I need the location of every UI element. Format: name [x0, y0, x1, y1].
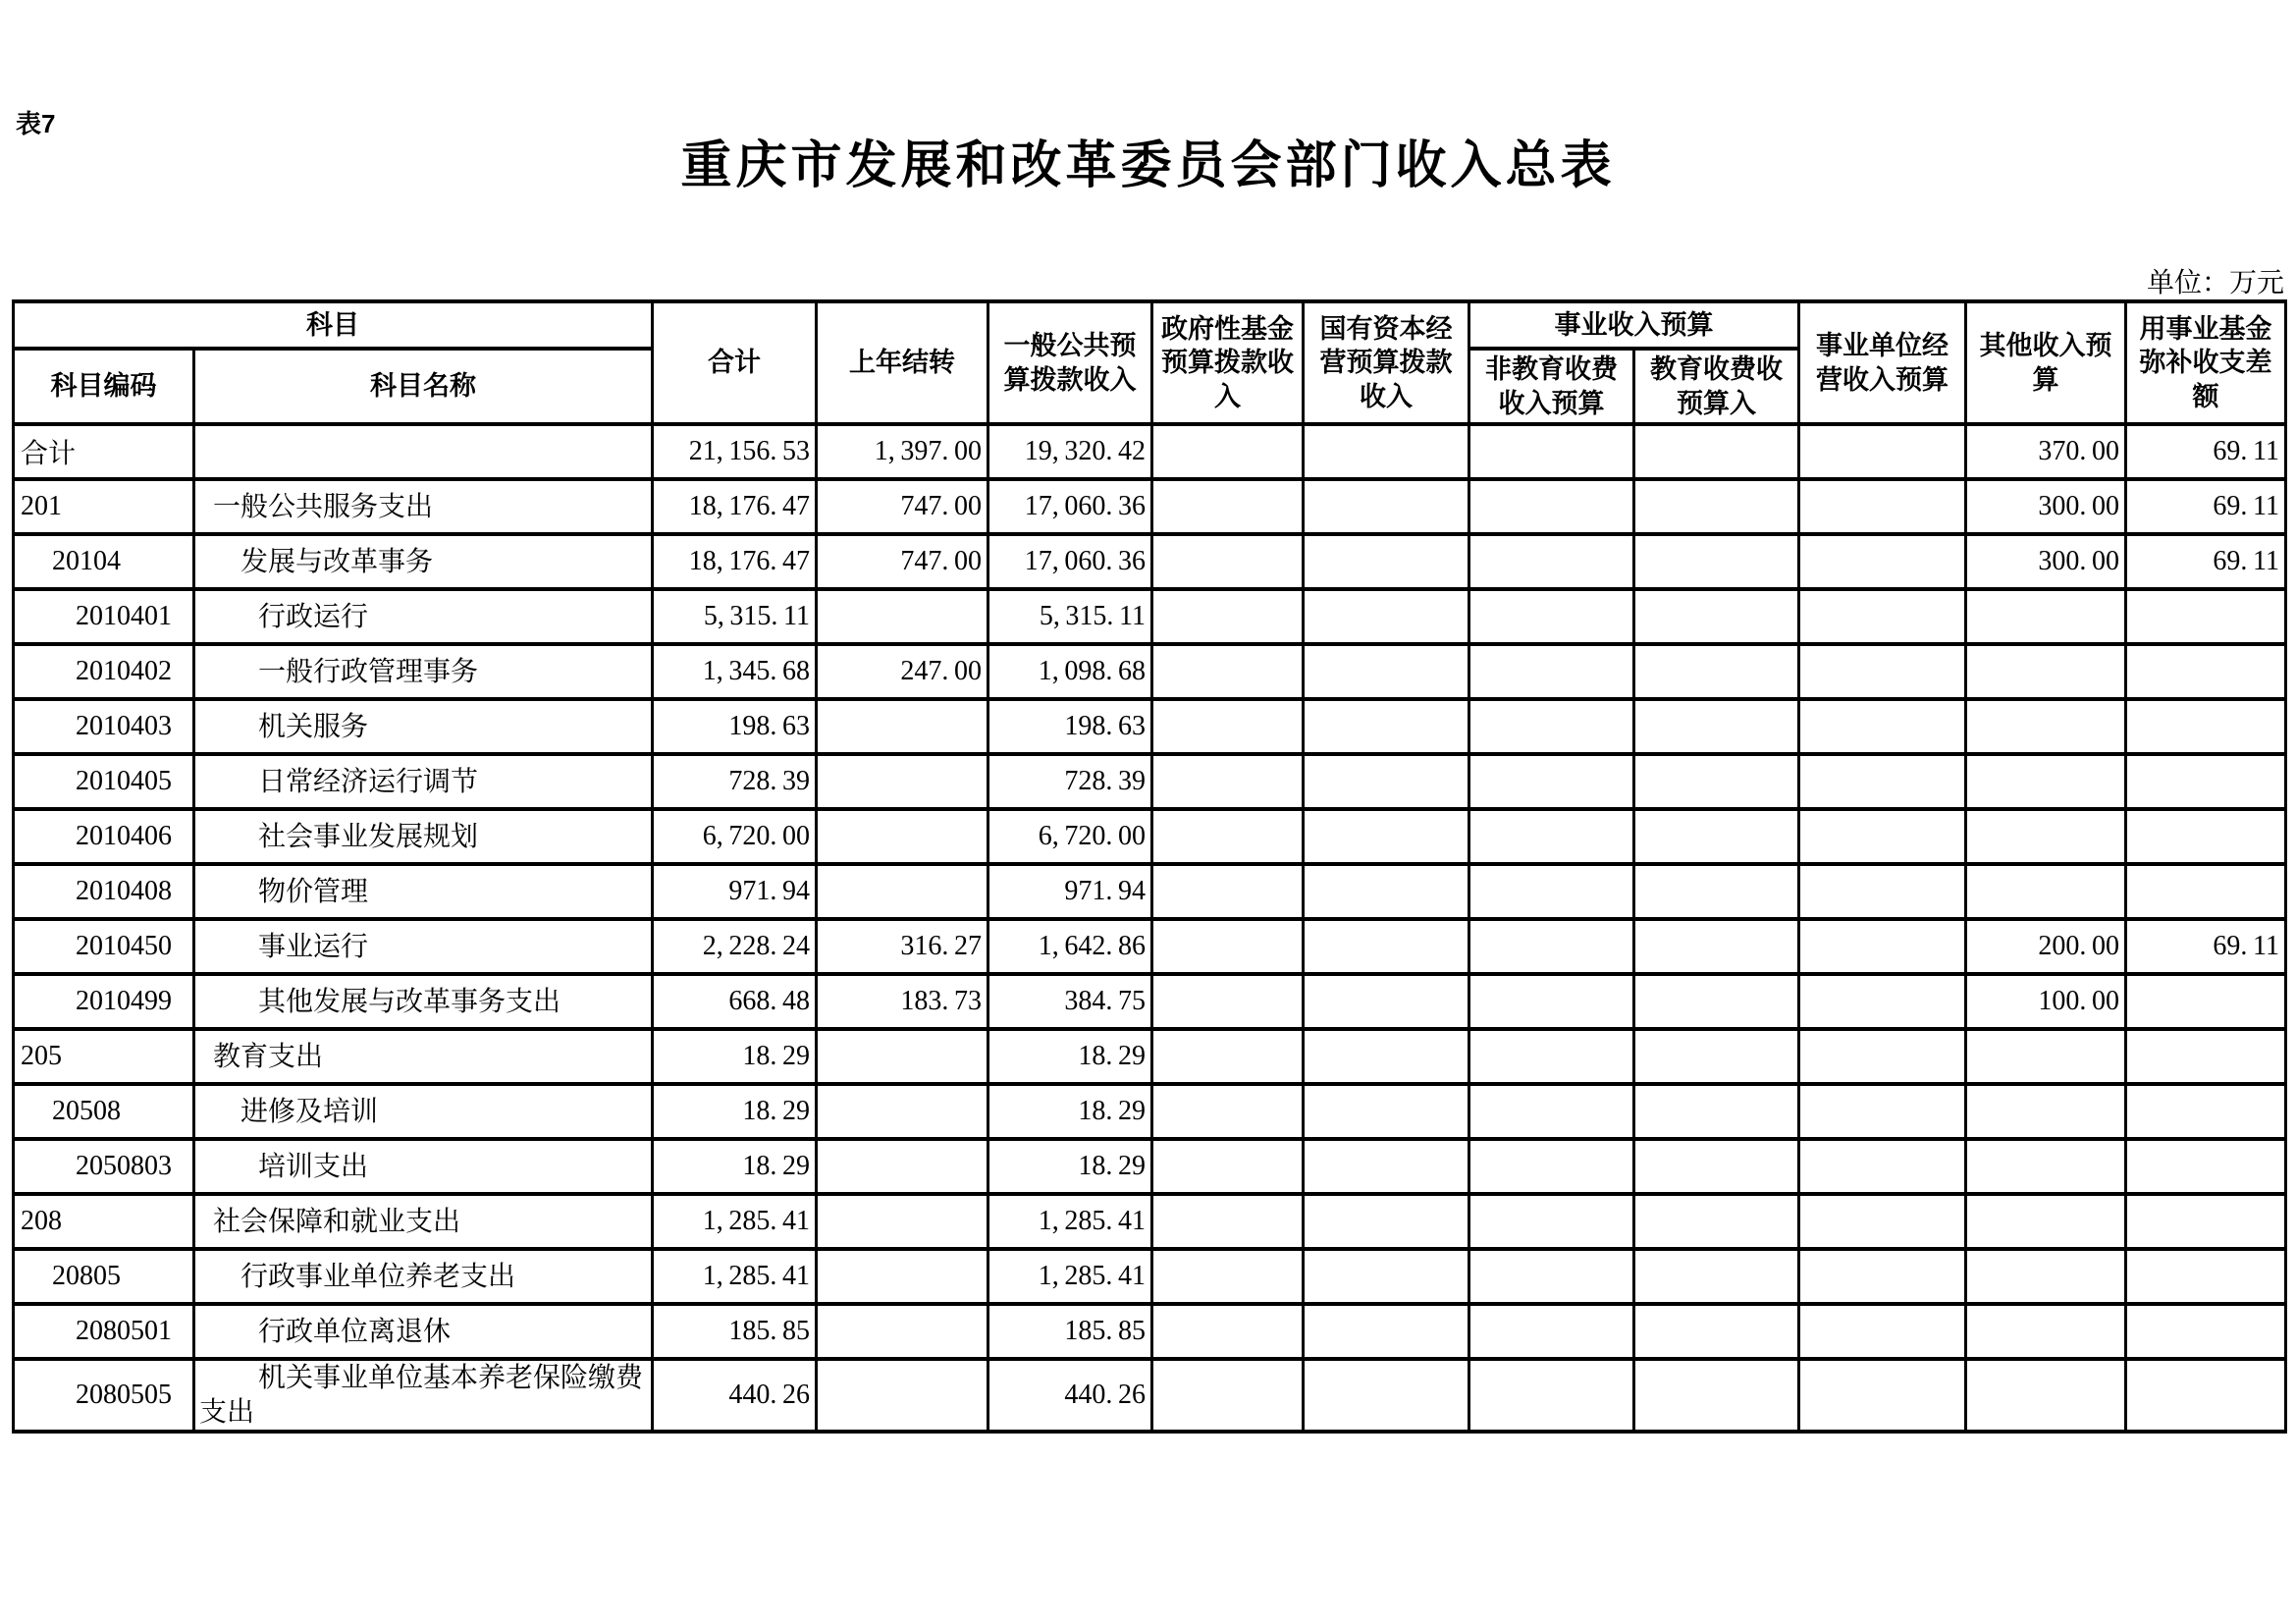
cell-other-income [1966, 1194, 2126, 1249]
cell-carryover: 747. 00 [817, 534, 988, 589]
cell-total: 728. 39 [653, 754, 817, 809]
cell-business-operating [1799, 589, 1966, 644]
cell-carryover [817, 699, 988, 754]
subject-name-cell: 其他发展与改革事务支出 [194, 974, 653, 1029]
subject-name-cell: 社会事业发展规划 [194, 809, 653, 864]
cell-other-income [1966, 589, 2126, 644]
header-general-public-appropriation: 一般公共预算拨款收入 [988, 301, 1152, 424]
table-row [14, 424, 2286, 479]
cell-carryover: 747. 00 [817, 479, 988, 534]
subject-name-cell: 一般行政管理事务 [194, 644, 653, 699]
subject-code-cell: 2010403 [14, 699, 194, 754]
header-other-income: 其他收入预算 [1966, 301, 2126, 424]
subject-code-cell: 合计 [14, 424, 194, 479]
table-number-label: 表7 [16, 109, 56, 138]
cell-other-income [1966, 864, 2126, 919]
cell-business-operating [1799, 1029, 1966, 1084]
cell-gov-fund [1152, 974, 1304, 1029]
table-row [14, 919, 2286, 974]
cell-general-public: 18. 29 [988, 1084, 1152, 1139]
table-row [14, 754, 2286, 809]
cell-state-capital [1304, 974, 1469, 1029]
unit-note: 单位：万元 [2146, 268, 2284, 298]
cell-non-edu-fee [1469, 1304, 1634, 1359]
cell-total: 971. 94 [653, 864, 817, 919]
cell-gov-fund [1152, 1084, 1304, 1139]
table-body [14, 424, 2286, 1432]
cell-other-income [1966, 1304, 2126, 1359]
table-row [14, 1139, 2286, 1194]
cell-non-edu-fee [1469, 974, 1634, 1029]
subject-code-cell: 208 [14, 1194, 194, 1249]
cell-other-income [1966, 699, 2126, 754]
cell-other-income [1966, 754, 2126, 809]
cell-fund-balance [2126, 1029, 2286, 1084]
cell-business-operating [1799, 534, 1966, 589]
cell-fund-balance [2126, 974, 2286, 1029]
cell-general-public: 18. 29 [988, 1139, 1152, 1194]
subject-code-cell: 205 [14, 1029, 194, 1084]
cell-non-edu-fee [1469, 864, 1634, 919]
table-row [14, 1249, 2286, 1304]
subject-code-cell: 201 [14, 479, 194, 534]
cell-fund-balance: 69. 11 [2126, 479, 2286, 534]
cell-general-public: 18. 29 [988, 1029, 1152, 1084]
cell-total: 185. 85 [653, 1304, 817, 1359]
cell-carryover: 247. 00 [817, 644, 988, 699]
cell-edu-fee [1634, 919, 1799, 974]
cell-other-income [1966, 1029, 2126, 1084]
table-row [14, 1029, 2286, 1084]
subject-name-cell: 日常经济运行调节 [194, 754, 653, 809]
cell-carryover [817, 1304, 988, 1359]
subject-code-cell: 2010408 [14, 864, 194, 919]
header-fund-balance: 用事业基金弥补收支差额 [2126, 301, 2286, 424]
header-gov-fund-appropriation: 政府性基金预算拨款收入 [1152, 301, 1304, 424]
cell-fund-balance [2126, 1359, 2286, 1432]
cell-fund-balance [2126, 1304, 2286, 1359]
cell-gov-fund [1152, 1249, 1304, 1304]
cell-fund-balance [2126, 1139, 2286, 1194]
header-non-edu-fee: 非教育收费收入预算 [1469, 349, 1634, 424]
cell-gov-fund [1152, 1139, 1304, 1194]
cell-carryover [817, 809, 988, 864]
subject-code-cell: 2050803 [14, 1139, 194, 1194]
cell-total: 6, 720. 00 [653, 809, 817, 864]
subject-name-cell: 事业运行 [194, 919, 653, 974]
subject-name-cell: 社会保障和就业支出 [194, 1194, 653, 1249]
cell-business-operating [1799, 1139, 1966, 1194]
cell-business-operating [1799, 479, 1966, 534]
table-row [14, 1084, 2286, 1139]
income-summary-table [12, 299, 2287, 1434]
cell-gov-fund [1152, 1304, 1304, 1359]
cell-state-capital [1304, 699, 1469, 754]
cell-total: 440. 26 [653, 1359, 817, 1432]
cell-carryover [817, 1249, 988, 1304]
table-row [14, 1359, 2286, 1432]
subject-name-cell: 教育支出 [194, 1029, 653, 1084]
cell-carryover [817, 1194, 988, 1249]
cell-gov-fund [1152, 1029, 1304, 1084]
cell-fund-balance [2126, 864, 2286, 919]
cell-non-edu-fee [1469, 424, 1634, 479]
cell-total: 5, 315. 11 [653, 589, 817, 644]
subject-name-cell: 一般公共服务支出 [194, 479, 653, 534]
table-header [14, 301, 2286, 424]
cell-edu-fee [1634, 699, 1799, 754]
cell-edu-fee [1634, 479, 1799, 534]
cell-general-public: 1, 285. 41 [988, 1194, 1152, 1249]
cell-business-operating [1799, 1249, 1966, 1304]
header-subject-code: 科目编码 [14, 349, 194, 424]
header-carryover: 上年结转 [817, 301, 988, 424]
subject-name-cell: 机关事业单位基本养老保险缴费支出 [194, 1359, 653, 1432]
cell-other-income [1966, 1359, 2126, 1432]
cell-gov-fund [1152, 644, 1304, 699]
cell-gov-fund [1152, 589, 1304, 644]
cell-edu-fee [1634, 1139, 1799, 1194]
header-subject-name: 科目名称 [194, 349, 653, 424]
cell-general-public: 728. 39 [988, 754, 1152, 809]
cell-general-public: 440. 26 [988, 1359, 1152, 1432]
cell-fund-balance [2126, 699, 2286, 754]
cell-business-operating [1799, 1194, 1966, 1249]
cell-edu-fee [1634, 754, 1799, 809]
cell-non-edu-fee [1469, 479, 1634, 534]
cell-business-operating [1799, 699, 1966, 754]
cell-other-income [1966, 1139, 2126, 1194]
cell-total: 198. 63 [653, 699, 817, 754]
cell-business-operating [1799, 424, 1966, 479]
cell-non-edu-fee [1469, 644, 1634, 699]
cell-general-public: 185. 85 [988, 1304, 1152, 1359]
cell-non-edu-fee [1469, 589, 1634, 644]
subject-name-cell: 培训支出 [194, 1139, 653, 1194]
subject-code-cell: 2010450 [14, 919, 194, 974]
cell-total: 21, 156. 53 [653, 424, 817, 479]
subject-name-cell: 发展与改革事务 [194, 534, 653, 589]
subject-code-cell: 2010402 [14, 644, 194, 699]
subject-code-cell: 2010499 [14, 974, 194, 1029]
header-total: 合计 [653, 301, 817, 424]
table-row [14, 1304, 2286, 1359]
cell-edu-fee [1634, 589, 1799, 644]
table-row [14, 809, 2286, 864]
cell-state-capital [1304, 1194, 1469, 1249]
cell-fund-balance: 69. 11 [2126, 424, 2286, 479]
cell-other-income [1966, 809, 2126, 864]
cell-edu-fee [1634, 1304, 1799, 1359]
header-edu-fee: 教育收费收预算入 [1634, 349, 1799, 424]
cell-gov-fund [1152, 424, 1304, 479]
cell-edu-fee [1634, 1249, 1799, 1304]
cell-general-public: 384. 75 [988, 974, 1152, 1029]
cell-total: 18. 29 [653, 1139, 817, 1194]
cell-state-capital [1304, 589, 1469, 644]
cell-fund-balance: 69. 11 [2126, 534, 2286, 589]
subject-name-cell: 行政单位离退休 [194, 1304, 653, 1359]
cell-total: 18, 176. 47 [653, 479, 817, 534]
subject-name-cell [194, 424, 653, 479]
table-row [14, 1194, 2286, 1249]
cell-fund-balance [2126, 1249, 2286, 1304]
cell-carryover: 1, 397. 00 [817, 424, 988, 479]
cell-state-capital [1304, 864, 1469, 919]
cell-state-capital [1304, 479, 1469, 534]
table-row [14, 864, 2286, 919]
table-row [14, 644, 2286, 699]
cell-state-capital [1304, 1304, 1469, 1359]
subject-code-cell: 2010405 [14, 754, 194, 809]
cell-carryover [817, 589, 988, 644]
cell-carryover: 316. 27 [817, 919, 988, 974]
cell-non-edu-fee [1469, 1194, 1634, 1249]
cell-general-public: 6, 720. 00 [988, 809, 1152, 864]
subject-code-cell: 2010406 [14, 809, 194, 864]
cell-general-public: 19, 320. 42 [988, 424, 1152, 479]
cell-other-income: 200. 00 [1966, 919, 2126, 974]
cell-state-capital [1304, 754, 1469, 809]
subject-name-cell: 进修及培训 [194, 1084, 653, 1139]
cell-non-edu-fee [1469, 1139, 1634, 1194]
cell-edu-fee [1634, 809, 1799, 864]
cell-gov-fund [1152, 534, 1304, 589]
cell-carryover [817, 1139, 988, 1194]
header-business-operating: 事业单位经营收入预算 [1799, 301, 1966, 424]
cell-edu-fee [1634, 1084, 1799, 1139]
table-row [14, 974, 2286, 1029]
cell-general-public: 1, 642. 86 [988, 919, 1152, 974]
subject-name-cell: 行政事业单位养老支出 [194, 1249, 653, 1304]
cell-state-capital [1304, 1029, 1469, 1084]
table-row [14, 589, 2286, 644]
cell-fund-balance [2126, 1084, 2286, 1139]
cell-state-capital [1304, 1249, 1469, 1304]
header-state-capital-appropriation: 国有资本经营预算拨款收入 [1304, 301, 1469, 424]
cell-total: 18. 29 [653, 1029, 817, 1084]
cell-edu-fee [1634, 864, 1799, 919]
cell-state-capital [1304, 1359, 1469, 1432]
cell-gov-fund [1152, 864, 1304, 919]
subject-code-cell: 2010401 [14, 589, 194, 644]
cell-business-operating [1799, 1304, 1966, 1359]
cell-carryover [817, 754, 988, 809]
cell-gov-fund [1152, 479, 1304, 534]
cell-non-edu-fee [1469, 809, 1634, 864]
cell-business-operating [1799, 1084, 1966, 1139]
cell-fund-balance [2126, 644, 2286, 699]
cell-edu-fee [1634, 974, 1799, 1029]
cell-business-operating [1799, 919, 1966, 974]
subject-code-cell: 20508 [14, 1084, 194, 1139]
cell-non-edu-fee [1469, 1359, 1634, 1432]
cell-general-public: 1, 285. 41 [988, 1249, 1152, 1304]
cell-carryover: 183. 73 [817, 974, 988, 1029]
cell-total: 18, 176. 47 [653, 534, 817, 589]
cell-fund-balance: 69. 11 [2126, 919, 2286, 974]
header-subject-group: 科目 [14, 301, 653, 349]
cell-edu-fee [1634, 644, 1799, 699]
cell-state-capital [1304, 534, 1469, 589]
cell-gov-fund [1152, 699, 1304, 754]
cell-total: 668. 48 [653, 974, 817, 1029]
cell-business-operating [1799, 754, 1966, 809]
table-row [14, 479, 2286, 534]
cell-state-capital [1304, 424, 1469, 479]
cell-business-operating [1799, 809, 1966, 864]
cell-total: 18. 29 [653, 1084, 817, 1139]
cell-fund-balance [2126, 809, 2286, 864]
cell-fund-balance [2126, 1194, 2286, 1249]
subject-name-cell: 行政运行 [194, 589, 653, 644]
subject-code-cell: 2080501 [14, 1304, 194, 1359]
cell-state-capital [1304, 919, 1469, 974]
cell-edu-fee [1634, 424, 1799, 479]
cell-total: 1, 345. 68 [653, 644, 817, 699]
cell-gov-fund [1152, 809, 1304, 864]
cell-gov-fund [1152, 919, 1304, 974]
cell-other-income: 300. 00 [1966, 479, 2126, 534]
cell-carryover [817, 1359, 988, 1432]
cell-non-edu-fee [1469, 919, 1634, 974]
cell-carryover [817, 1029, 988, 1084]
cell-general-public: 5, 315. 11 [988, 589, 1152, 644]
table-row [14, 699, 2286, 754]
cell-non-edu-fee [1469, 1029, 1634, 1084]
subject-code-cell: 20104 [14, 534, 194, 589]
header-business-income-group: 事业收入预算 [1469, 301, 1799, 349]
cell-other-income: 300. 00 [1966, 534, 2126, 589]
cell-other-income [1966, 644, 2126, 699]
cell-non-edu-fee [1469, 699, 1634, 754]
cell-carryover [817, 864, 988, 919]
cell-edu-fee [1634, 1029, 1799, 1084]
cell-general-public: 1, 098. 68 [988, 644, 1152, 699]
cell-state-capital [1304, 1084, 1469, 1139]
cell-edu-fee [1634, 1194, 1799, 1249]
table-row [14, 534, 2286, 589]
cell-gov-fund [1152, 1194, 1304, 1249]
cell-general-public: 198. 63 [988, 699, 1152, 754]
cell-state-capital [1304, 644, 1469, 699]
subject-name-cell: 物价管理 [194, 864, 653, 919]
subject-code-cell: 2080505 [14, 1359, 194, 1432]
cell-fund-balance [2126, 589, 2286, 644]
page-title: 重庆市发展和改革委员会部门收入总表 [680, 137, 1616, 194]
cell-business-operating [1799, 644, 1966, 699]
cell-non-edu-fee [1469, 754, 1634, 809]
subject-name-cell: 机关服务 [194, 699, 653, 754]
cell-state-capital [1304, 809, 1469, 864]
cell-carryover [817, 1084, 988, 1139]
cell-gov-fund [1152, 1359, 1304, 1432]
cell-general-public: 17, 060. 36 [988, 479, 1152, 534]
cell-business-operating [1799, 1359, 1966, 1432]
cell-edu-fee [1634, 1359, 1799, 1432]
cell-other-income: 370. 00 [1966, 424, 2126, 479]
cell-other-income [1966, 1084, 2126, 1139]
subject-code-cell: 20805 [14, 1249, 194, 1304]
cell-general-public: 17, 060. 36 [988, 534, 1152, 589]
cell-total: 1, 285. 41 [653, 1194, 817, 1249]
cell-fund-balance [2126, 754, 2286, 809]
cell-business-operating [1799, 864, 1966, 919]
cell-general-public: 971. 94 [988, 864, 1152, 919]
cell-total: 2, 228. 24 [653, 919, 817, 974]
cell-gov-fund [1152, 754, 1304, 809]
cell-edu-fee [1634, 534, 1799, 589]
cell-other-income: 100. 00 [1966, 974, 2126, 1029]
cell-business-operating [1799, 974, 1966, 1029]
cell-state-capital [1304, 1139, 1469, 1194]
cell-other-income [1966, 1249, 2126, 1304]
cell-non-edu-fee [1469, 534, 1634, 589]
cell-non-edu-fee [1469, 1249, 1634, 1304]
cell-total: 1, 285. 41 [653, 1249, 817, 1304]
header-row-1 [14, 301, 2286, 349]
cell-non-edu-fee [1469, 1084, 1634, 1139]
